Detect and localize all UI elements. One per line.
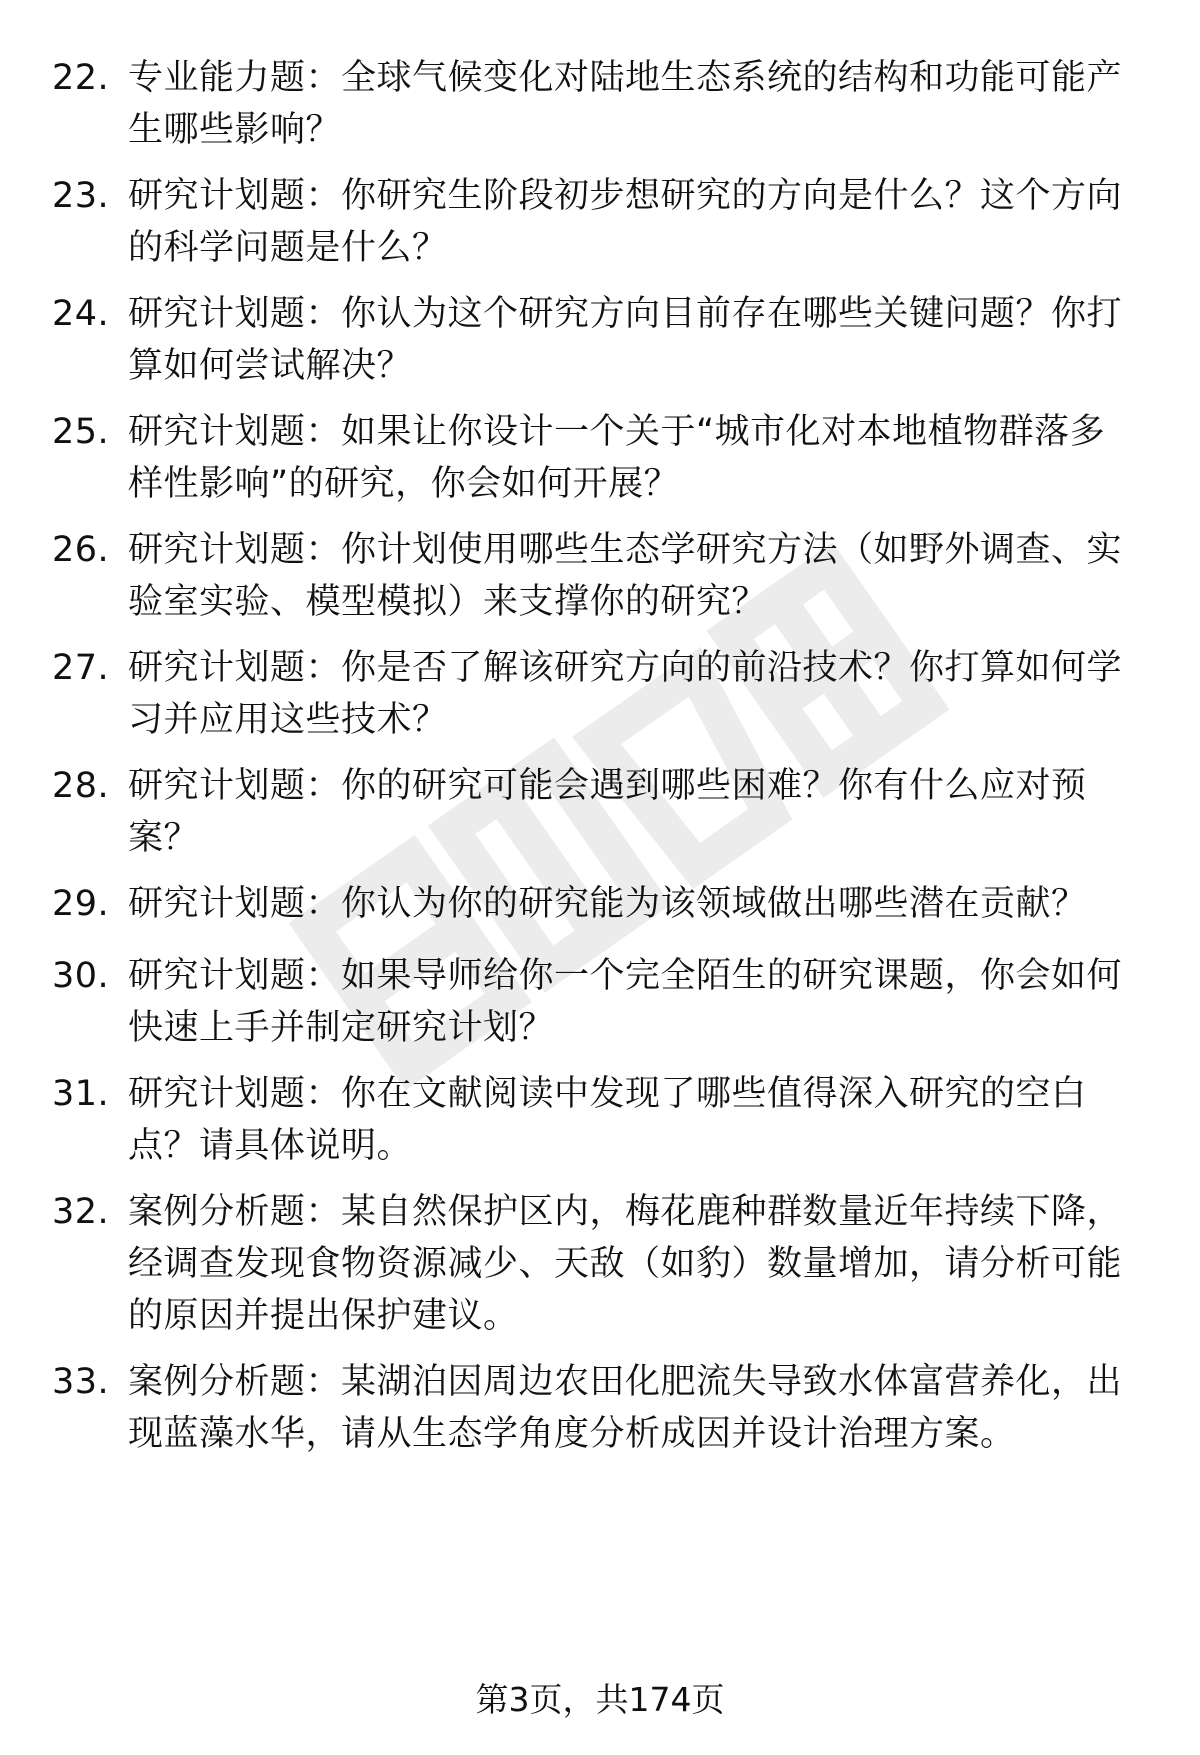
question-text: 研究计划题：你认为这个研究方向目前存在哪些关键问题？你打算如何尝试解决？ — [128, 294, 1123, 386]
question-text: 研究计划题：如果让你设计一个关于“城市化对本地植物群落多样性影响”的研究，你会如何开展？ — [128, 412, 1106, 504]
question-text: 研究计划题：你在文献阅读中发现了哪些值得深入研究的空白点？请具体说明。 — [128, 1074, 1087, 1166]
question-text: 案例分析题：某自然保护区内，梅花鹿种群数量近年持续下降，经调查发现食物资源减少、天敌（如豹）数量增加，请分析可能的原因并提出保护建议。 — [128, 1192, 1123, 1336]
question-text: 研究计划题：你研究生阶段初步想研究的方向是什么？这个方向的科学问题是什么？ — [128, 176, 1123, 268]
question-text: 专业能力题：全球气候变化对陆地生态系统的结构和功能可能产生哪些影响？ — [128, 58, 1123, 150]
question-number: 31. — [52, 1074, 110, 1114]
question-number: 25. — [52, 412, 110, 452]
question-number: 29. — [52, 884, 110, 924]
question-number: 33. — [52, 1362, 110, 1402]
question-text: 研究计划题：你的研究可能会遇到哪些困难？你有什么应对预案？ — [128, 766, 1087, 858]
question-number: 32. — [52, 1192, 110, 1232]
question-number: 27. — [52, 648, 110, 688]
question-number: 30. — [52, 956, 110, 996]
page-footer — [0, 1678, 1200, 1722]
question-text: 研究计划题：如果导师给你一个完全陌生的研究课题，你会如何快速上手并制定研究计划？ — [128, 956, 1123, 1048]
question-number: 22. — [52, 58, 110, 98]
question-text: 研究计划题：你认为你的研究能为该领域做出哪些潜在贡献？ — [128, 884, 1087, 924]
question-text: 研究计划题：你计划使用哪些生态学研究方法（如野外调查、实验室实验、模型模拟）来支撑你的研究？ — [128, 530, 1123, 622]
question-number: 26. — [52, 530, 110, 570]
page-number-label: 第3页，共174页 — [475, 1680, 725, 1719]
question-number: 23. — [52, 176, 110, 216]
question-text: 案例分析题：某湖泊因周边农田化肥流失导致水体富营养化，出现蓝藻水华，请从生态学角度分析成因并设计治理方案。 — [128, 1362, 1123, 1454]
question-number: 28. — [52, 766, 110, 806]
question-number: 24. — [52, 294, 110, 334]
question-text: 研究计划题：你是否了解该研究方向的前沿技术？你打算如何学习并应用这些技术？ — [128, 648, 1123, 740]
